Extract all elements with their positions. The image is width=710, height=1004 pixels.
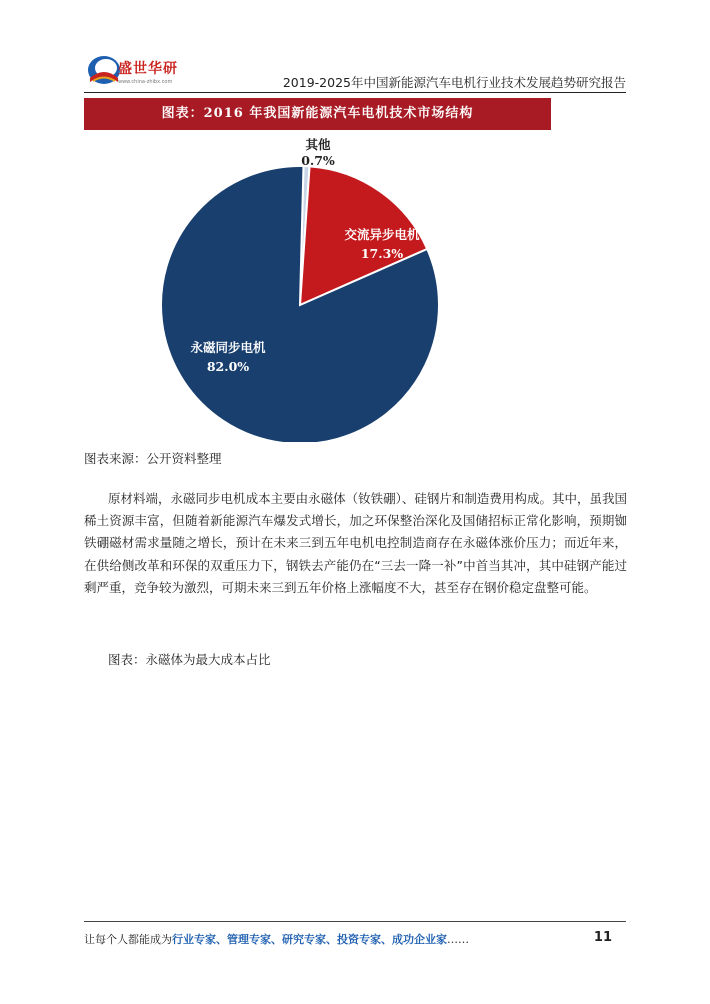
pie-chart-svg [84,132,551,442]
pie-slice-label: 其他 [305,137,331,152]
footer-divider [84,921,626,922]
footer-prefix: 让每个人都能成为 [84,933,172,946]
pie-slice-label: 永磁同步电机 [190,340,266,355]
pie-slice-label: 交流异步电机 [344,227,420,242]
logo-name: 盛世华研 [118,61,178,77]
figure-source: 图表来源：公开资料整理 [84,451,222,466]
footer-slogan [84,931,469,947]
logo-url: www.china-zhibx.com [118,79,173,85]
pie-chart [84,132,551,442]
report-title: 2019-2025年中国新能源汽车电机行业技术发展趋势研究报告 [282,75,626,90]
footer-suffix: …… [447,933,469,946]
next-figure-caption: 图表：永磁体为最大成本占比 [108,652,271,667]
pie-slice-value-label: 82.0% [206,359,250,374]
pie-slice-value-label: 17.3% [360,246,404,261]
page-number: 11 [593,930,612,945]
pie-slice-value-label: 0.7% [301,153,335,168]
header-divider [84,92,626,93]
body-paragraph: 原材料端，永磁同步电机成本主要由永磁体（钕铁硼）、硅钢片和制造费用构成。其中，虽我国稀土资源丰富，但随着新能源汽车爆发式增长，加之环保整治深化及国储招标正常化影响，预期铷铁硼磁材需求量随之增长，预计在未来三到五年电机电控制造商存在永磁体涨价压力；而近年来，在供给侧改革和环保的双重压力下，钢铁去产能仍在“三去一降一补”中首当其冲，其中硅钢产能过剩严重，竞争较为激烈，可期未来三到五年价格上涨幅度不大，甚至存在钢价稳定盘整可能。 [84,491,627,595]
footer-highlight: 行业专家、管理专家、研究专家、投资专家、成功企业家 [172,933,447,946]
figure-title-banner: 图表：2016 年我国新能源汽车电机技术市场结构 [84,98,551,130]
